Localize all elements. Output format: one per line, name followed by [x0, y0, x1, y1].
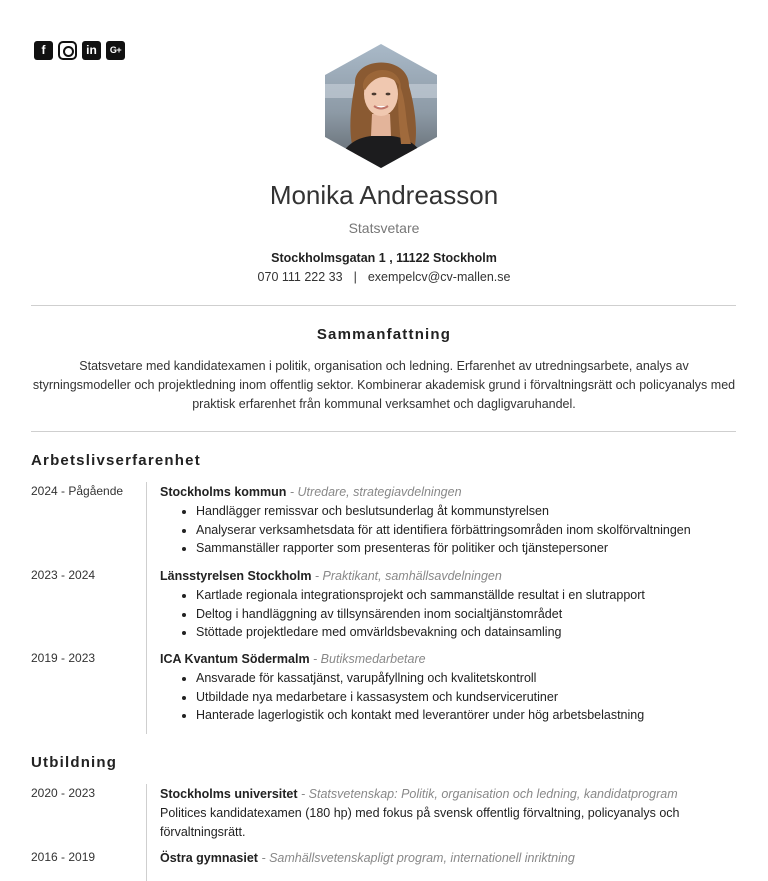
entry-date: 2019 - 2023: [31, 651, 96, 665]
contact-line: [0, 270, 768, 284]
list-item: • Utbildade nya medarbetare i kassasystem och kundservicerutiner: [196, 688, 730, 707]
summary-heading: Sammanfattning: [316, 326, 452, 343]
linkedin-icon[interactable]: in: [82, 41, 101, 60]
education-heading: Utbildning: [31, 754, 118, 771]
list-item: • Hanterade lagerlogistik och kontakt med leverantörer under hög arbetsbelastning: [196, 706, 730, 725]
google-plus-icon[interactable]: G+: [106, 41, 125, 60]
list-item: • Kartlade regionala integrationsprojekt och sammanställde resultat i en slutrapport: [196, 586, 730, 605]
entry-date: 2020 - 2023: [31, 786, 96, 800]
email-link[interactable]: exempelcv@cv-mallen.se: [367, 270, 511, 284]
list-item: • Stöttade projektledare med omvärldsbevakning och datainsamling: [196, 623, 730, 642]
entry-role: - Statsvetenskap: Politik, organisation och ledning, kandidatprogram: [297, 787, 678, 801]
list-item: • Deltog i handläggning av tillsynsärenden inom socialtjänstområdet: [196, 605, 730, 624]
timeline-line: [146, 784, 147, 881]
entry-date: 2023 - 2024: [31, 568, 96, 582]
timeline-line: [146, 482, 147, 734]
entry-organization: Östra gymnasiet: [160, 851, 258, 865]
facebook-icon[interactable]: f: [34, 41, 53, 60]
profile-photo: [325, 44, 437, 168]
entry-role: - Samhällsvetenskapligt program, internationell inriktning: [257, 851, 575, 865]
job-title: Statsvetare: [348, 220, 420, 236]
phone-number: 070 111 222 33: [257, 270, 343, 284]
instagram-icon[interactable]: [58, 41, 77, 60]
full-name: Monika Andreasson: [269, 180, 499, 210]
experience-heading: Arbetslivserfarenhet: [31, 452, 201, 469]
list-item: • Handlägger remissvar och beslutsunderlag åt kommunstyrelsen: [196, 502, 730, 521]
summary-text: Statsvetare med kandidatexamen i politik, organisation och ledning. Erfarenhet av utredningsarbete, analys av styrningsmodeller och projektledning inom offentlig sektor. Kombinerar akademisk grund i förvaltningsrätt och policyanalys med praktisk erfarenhet från kommunal verksamhet och dagligvaruhandel.: [32, 359, 736, 411]
list-item: • Sammanställer rapporter som presenteras för politiker och tjänstepersoner: [196, 539, 730, 558]
social-links: [34, 41, 125, 60]
entry-organization: Länsstyrelsen Stockholm: [160, 569, 312, 583]
divider: [31, 305, 736, 306]
divider: [31, 431, 736, 432]
entry-bullets: [160, 502, 730, 558]
entry-date: 2016 - 2019: [31, 850, 96, 864]
list-item: • Analyserar verksamhetsdata för att identifiera förbättringsområden inom skolförvaltningen: [196, 521, 730, 540]
entry-role: - Butiksmedarbetare: [309, 652, 426, 666]
entry-date: 2024 - Pågående: [31, 484, 124, 498]
entry-organization: Stockholms kommun: [160, 485, 287, 499]
entry-organization: Stockholms universitet: [160, 787, 298, 801]
entry-role: - Utredare, strategiavdelningen: [286, 485, 462, 499]
list-item: • Ansvarade för kassatjänst, varupåfyllning och kvalitetskontroll: [196, 669, 730, 688]
entry-bullets: [160, 669, 730, 725]
entry-description: Politices kandidatexamen (180 hp) med fokus på svensk offentlig förvaltning, policyanalys och förvaltningsrätt.: [160, 806, 680, 839]
entry-role: - Praktikant, samhällsavdelningen: [311, 569, 502, 583]
address: Stockholmsgatan 1 , 11122 Stockholm: [271, 251, 497, 265]
entry-organization: ICA Kvantum Södermalm: [160, 652, 310, 666]
entry-bullets: [160, 586, 730, 642]
contact-separator: |: [353, 270, 357, 284]
